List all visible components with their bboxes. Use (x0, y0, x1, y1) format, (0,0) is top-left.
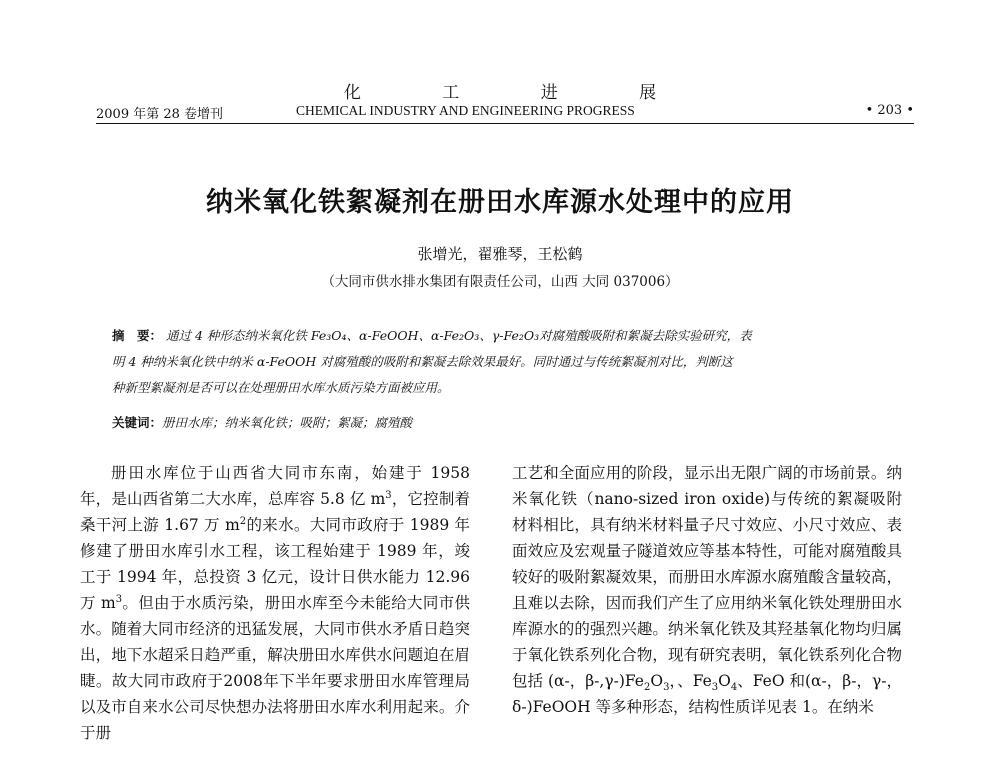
abstract (112, 323, 892, 401)
abstract-line: 摘 要： 通过 4 种形态纳米氧化铁 Fe₃O₄、α-FeOOH、α-Fe₂O₃、γ-Fe₂O₃对腐殖酸吸附和絮凝去除实验研究，表 (112, 328, 752, 343)
body-column-left (80, 460, 470, 746)
body-paragraph: 工艺和全面应用的阶段，显示出无限广阔的市场前景。纳米氧化铁（nano-sized iron oxide)与传统的絮凝吸附材料相比，具有纳米材料量子尺寸效应、小尺寸效应、表面效应及宏观量子隧道效应等基本特性，可能对腐殖酸具较好的吸附絮凝效果，而册田水库源水腐殖酸含量较高，且难以去除，因而我们产生了应用纳米氧化铁处理册田水库源水的的强烈兴趣。纳米氧化铁及其羟基氧化物均归属于氧化铁系列化合物，现有研究表明，氧化铁系列化合物包括 (α-，$\beta-,\gamma-)Fe_2O_3$，、$Fe_3O_4$、FeO 和(α-，β-，γ-，δ-)FeOOH 等多种形态，结构性质详见表 1。在纳米 (512, 464, 902, 716)
abstract-line: 种新型絮凝剂是否可以在处理册田水库水质污染方面被应用。 (112, 380, 450, 395)
keywords-label: 关键词： (112, 415, 163, 430)
affiliation: （大同市供水排水集团有限责任公司，山西 大同 037006） (321, 274, 679, 290)
author-list: 张增光，翟雅琴，王松鹤 (417, 245, 583, 263)
abstract-line: 明 4 种纳米氧化铁中纳米 α-FeOOH 对腐殖酸的吸附和絮凝去除效果最好。同时通过与传统絮凝剂对比，判断这 (112, 354, 733, 369)
keywords (112, 413, 892, 431)
keywords-list: 册田水库；纳米氧化铁；吸附；絮凝；腐殖酸 (162, 415, 413, 430)
article-title: 纳米氧化铁絮凝剂在册田水库源水处理中的应用 (206, 187, 794, 218)
page-number: • 203 • (865, 103, 914, 118)
journal-english-name: CHEMICAL INDUSTRY AND ENGINEERING PROGRESS (296, 103, 635, 118)
issue-info: 2009 年第 28 卷增刊 (96, 107, 224, 122)
running-header (96, 103, 914, 124)
body-paragraph: 册田水库位于山西省大同市东南，始建于 1958 年，是山西省第二大水库，总库容 5.8 亿 $m^3$，它控制着桑干河上游 1.67 万 $m^2$的来水。大同市政府于 1989 年修建了册田水库引水工程，该工程始建于 1989 年，竣工于 1994 年，总投资 3 亿元，设计日供水能力 12.96 万 $m^3$。但由于水质污染，册田水库至今未能给大同市供水。随着大同市经济的迅猛发展，大同市供水矛盾日趋突出，地下水超采日趋严重，解决册田水库供水问题迫在眉睫。故大同市政府于2008年下半年要求册田水库管理局以及市自来水公司尽快想办法将册田水库水利用起来。介于册 (80, 464, 470, 742)
body-column-right (512, 460, 902, 720)
abstract-label: 摘 要： (112, 328, 163, 343)
journal-chinese-name: 化 工 进 展 (343, 83, 695, 103)
